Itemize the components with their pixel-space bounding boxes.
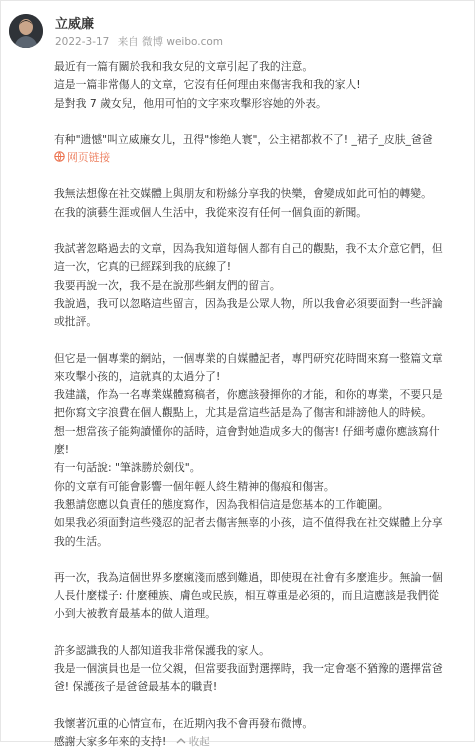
post-line: 想一想當孩子能夠讀懂你的話時，這會對她造成多大的傷害! 仔細考慮你應該寫什 bbox=[54, 424, 440, 438]
post-line: 這一次，它真的已經踩到我的底線了! bbox=[54, 260, 232, 274]
post-line: 我要再說一次，我不是在說那些網友們的留言。 bbox=[54, 278, 281, 292]
paragraph-7 bbox=[54, 642, 468, 697]
paragraph-3 bbox=[54, 185, 468, 222]
post-line: 來攻擊小孩的，這就真的太過分了! bbox=[54, 369, 221, 383]
post-line: 爸! 保護孩子是爸爸最基本的職責! bbox=[54, 680, 218, 694]
post-line: 是對我 7 歲女兒，他用可怕的文字來攻擊形容她的外表。 bbox=[54, 96, 327, 110]
post-line: 如果我必須面對這些殘忍的記者去傷害無辜的小孩，這不值得我在社交媒體上分享 bbox=[54, 516, 443, 530]
paragraph-6 bbox=[54, 569, 468, 624]
web-link[interactable] bbox=[54, 149, 468, 167]
post-line: 我懇請您應以負責任的態度寫作，因為我相信這是您基本的工作範圍。 bbox=[54, 497, 389, 511]
post-meta bbox=[55, 34, 228, 49]
post-line: 感謝大家多年來的支持! bbox=[54, 734, 170, 748]
avatar[interactable] bbox=[9, 14, 43, 48]
post-line: 你的文章有可能會影響一個年輕人終生精神的傷痕和傷害。 bbox=[54, 479, 335, 493]
post-line: 有一句話說: "筆誅勝於劍伐"。 bbox=[54, 461, 201, 475]
post-line: 有种"遗憾"叫立威廉女儿，丑得"惨绝人寰"，公主裙都救不了! _裙子_皮肤_爸爸 bbox=[54, 132, 433, 146]
collapse-icon bbox=[176, 734, 186, 744]
post-line: 把你寫文字浪費在個人觀點上，尤其是當這些話是為了傷害和誹謗他人的時候。 bbox=[54, 406, 432, 420]
post-line: 麼! bbox=[54, 443, 70, 457]
post-line: 再一次，我為這個世界多麼瘋淺而感到難過，即使現在社會有多麼進步。無論一個 bbox=[54, 570, 443, 584]
post-content bbox=[54, 58, 468, 751]
post-line: 這是一篇非常傷人的文章，它沒有任何理由來傷害我和我的家人! bbox=[54, 78, 361, 92]
post-line: 我是一個演員也是一位父親，但當要我面對選擇時，我一定會毫不猶豫的選擇當爸 bbox=[54, 662, 443, 676]
post-line: 小到大被教育最基本的做人道理。 bbox=[54, 607, 216, 621]
post-line: 在我的演藝生涯或個人生活中，我從來沒有任何一個負面的新聞。 bbox=[54, 205, 368, 219]
post-line: 我懷著沉重的心情宣布，在近期內我不會再發布微博。 bbox=[54, 716, 314, 730]
post-line: 但它是一個專業的網站，一個專業的自媒體記者，專門研究花時間來寫一整篇文章 bbox=[54, 351, 443, 365]
post-line: 最近有一篇有關於我和我女兒的文章引起了我的注意。 bbox=[54, 60, 314, 73]
post-line: 我說過，我可以忽略這些留言，因為我是公眾人物，所以我會必須要面對一些評論 bbox=[54, 296, 443, 310]
post-last-line bbox=[54, 733, 468, 751]
post-line: 或批評。 bbox=[54, 315, 98, 329]
link-icon bbox=[54, 150, 65, 161]
paragraph-1 bbox=[54, 58, 468, 113]
paragraph-8 bbox=[54, 715, 468, 752]
post-line: 人長什麼樣子: 什麼種族、膚色或民族，相互尊重是必須的，而且這應該是我們從 bbox=[54, 589, 439, 603]
web-link-label: 网页链接 bbox=[67, 151, 111, 165]
post-line: 我的生活。 bbox=[54, 534, 108, 548]
paragraph-2 bbox=[54, 131, 468, 168]
post-source: 来自 微博 weibo.com bbox=[117, 36, 223, 48]
paragraph-5 bbox=[54, 350, 468, 551]
post-line: 我建議，作為一名專業媒體寫稿者，你應該發揮你的才能，和你的專業，不要只是 bbox=[54, 388, 443, 402]
post-line: 許多認識我的人都知道我非常保護我的家人。 bbox=[54, 643, 270, 657]
post-line: 我試著忽略過去的文章，因為我知道每個人都有自己的觀點，我不太介意它們，但 bbox=[54, 242, 443, 256]
collapse-label: 收起 bbox=[188, 735, 210, 748]
post-line: 我無法想像在社交媒體上與朋友和粉絲分享我的快樂，會變成如此可怕的轉變。 bbox=[54, 187, 432, 201]
paragraph-4 bbox=[54, 240, 468, 331]
author-name[interactable]: 立威廉 bbox=[55, 17, 95, 32]
post-date[interactable]: 2022-3-17 bbox=[55, 36, 110, 48]
